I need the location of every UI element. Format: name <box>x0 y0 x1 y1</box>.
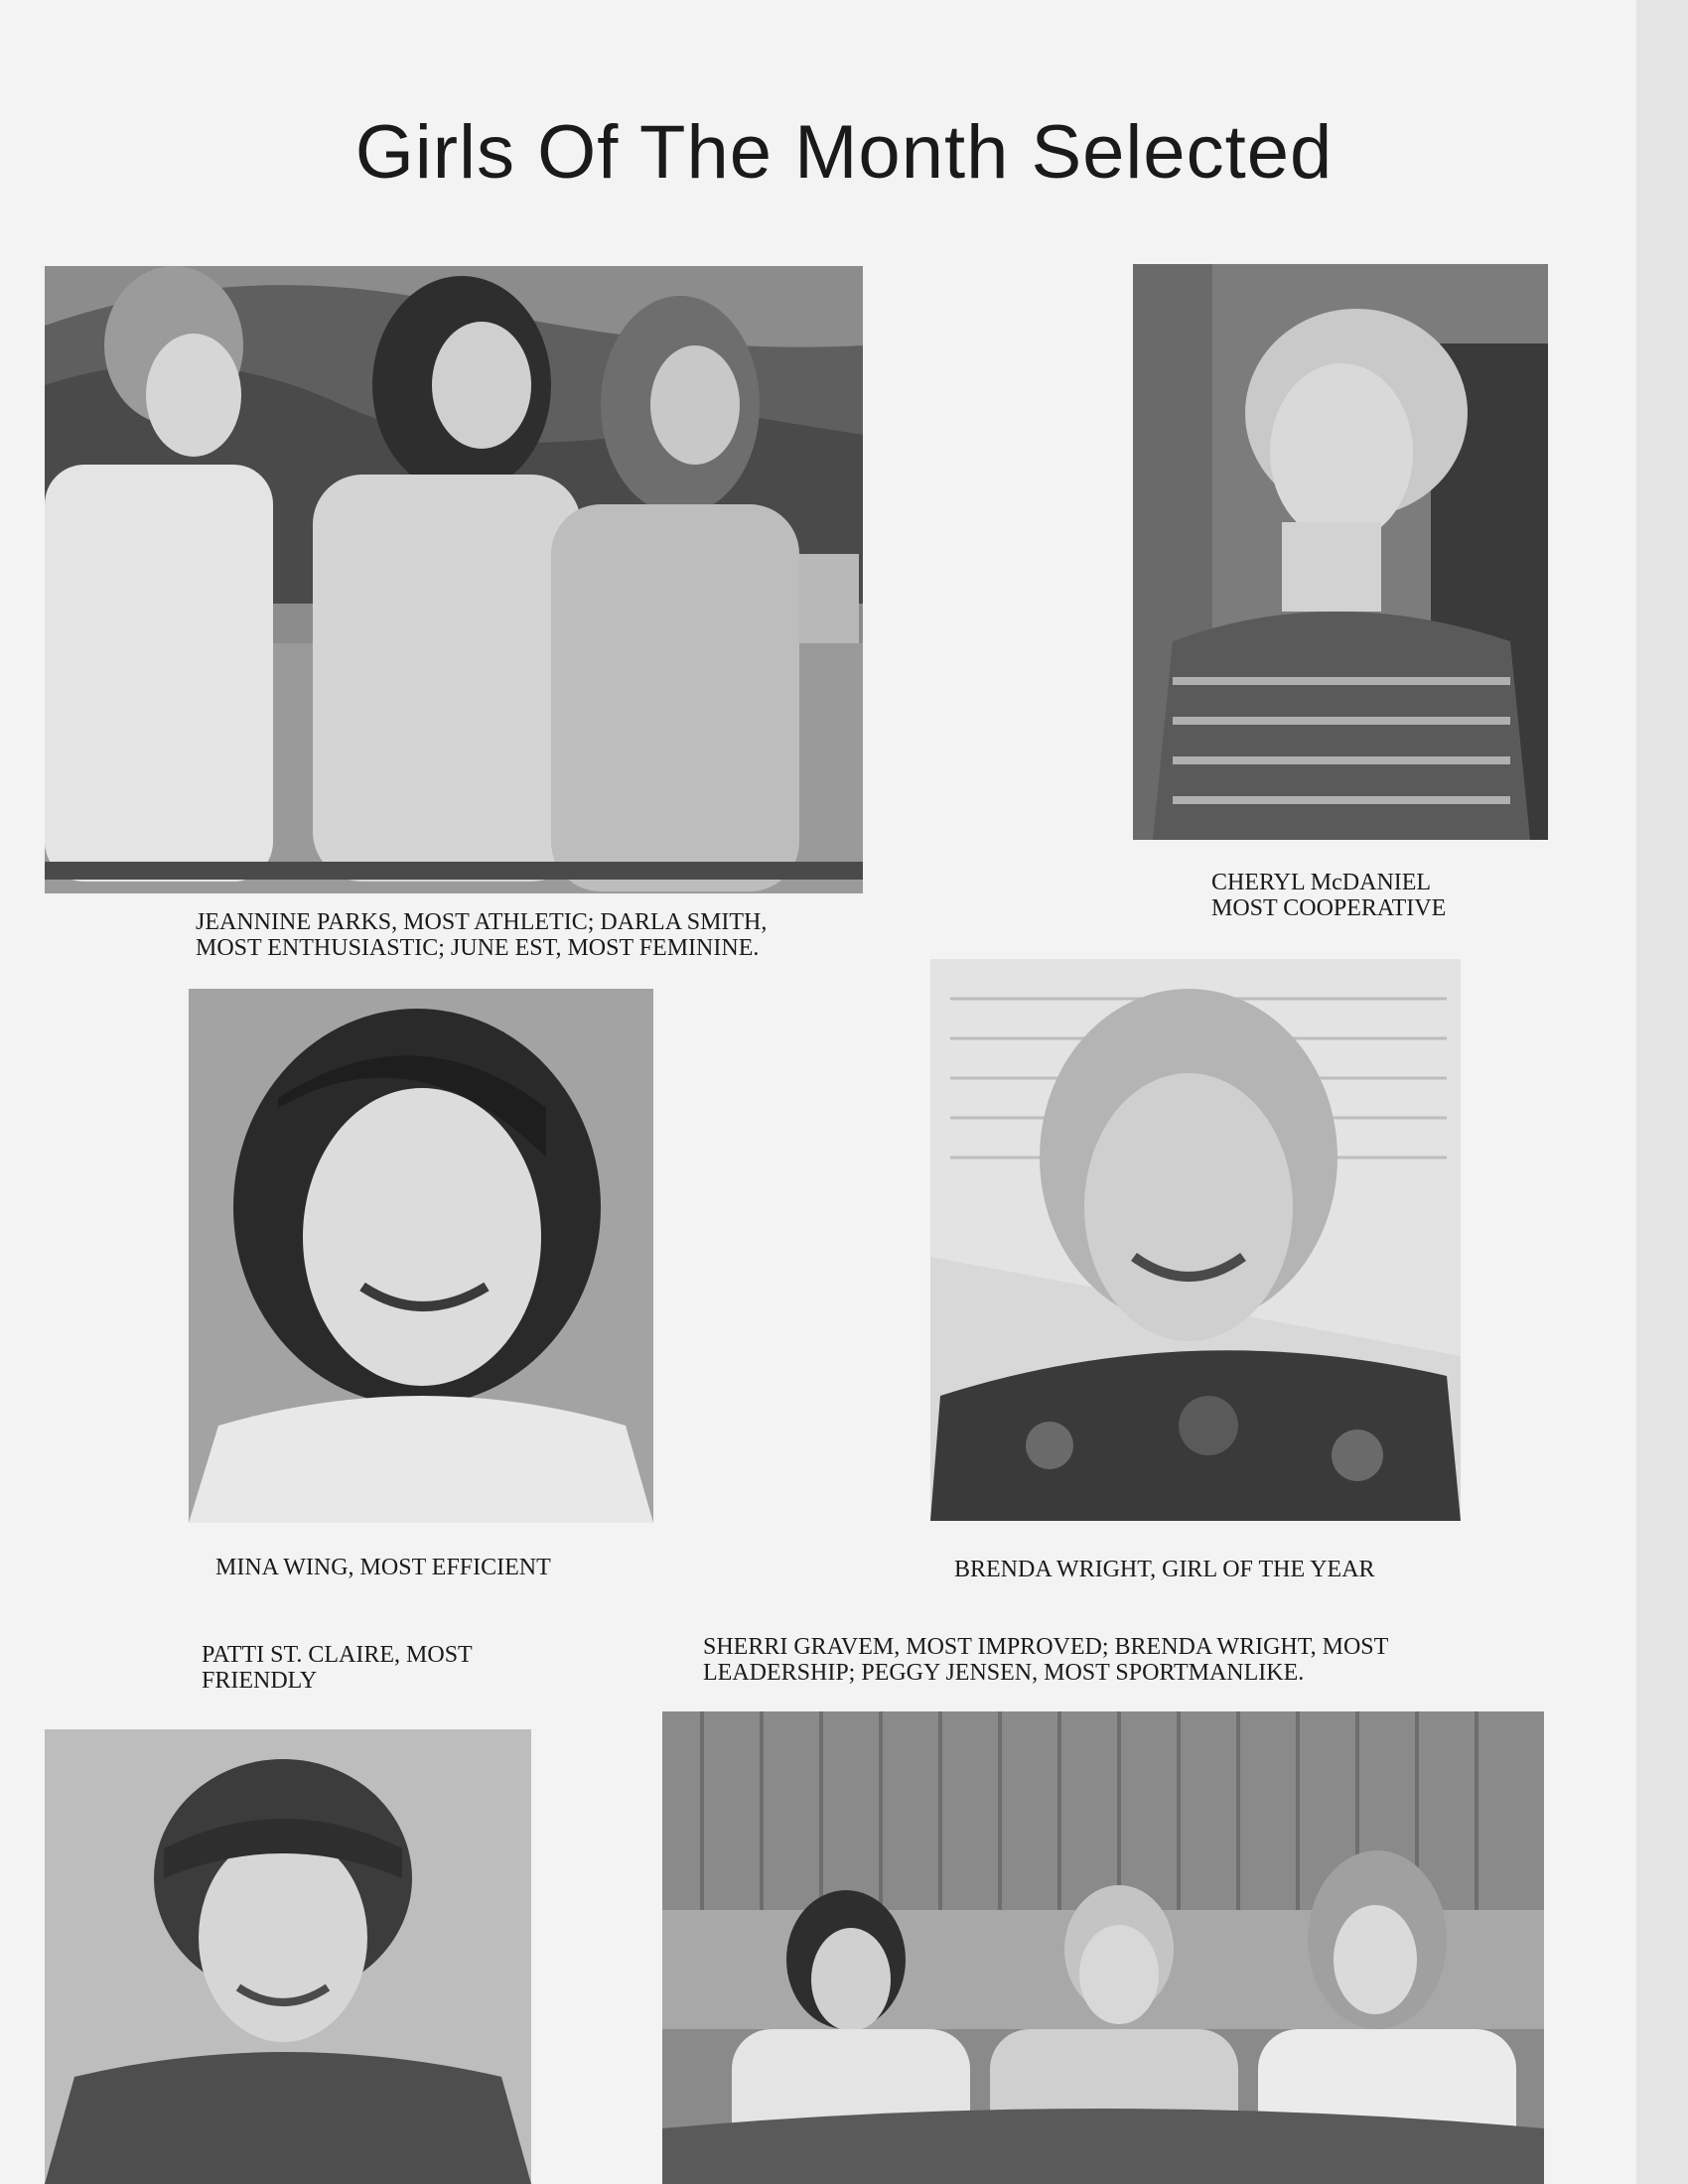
caption-trio-railing <box>196 909 767 961</box>
photo-trio-seated <box>662 1711 1544 2184</box>
photo-patti-image <box>45 1729 531 2184</box>
caption-trio-railing-line2: MOST ENTHUSIASTIC; JUNE EST, MOST FEMININE. <box>196 935 760 961</box>
caption-trio-seated <box>703 1634 1388 1686</box>
caption-trio-seated-line1: SHERRI GRAVEM, MOST IMPROVED; BRENDA WRIGHT, MOST <box>703 1634 1389 1660</box>
photo-trio-railing-image <box>45 266 863 893</box>
photo-patti <box>45 1729 531 2184</box>
caption-patti <box>202 1642 473 1694</box>
caption-mina <box>215 1555 551 1580</box>
photo-cheryl-image <box>1133 264 1548 840</box>
photo-mina <box>189 989 653 1523</box>
caption-cheryl <box>1211 870 1446 921</box>
caption-cheryl-line2: MOST COOPERATIVE <box>1211 895 1447 921</box>
caption-trio-seated-line2: LEADERSHIP; PEGGY JENSEN, MOST SPORTMANLIKE. <box>703 1660 1305 1686</box>
caption-brenda-line1: BRENDA WRIGHT, GIRL OF THE YEAR <box>954 1557 1375 1582</box>
caption-patti-line2: FRIENDLY <box>202 1668 318 1694</box>
caption-cheryl-line1: CHERYL McDANIEL <box>1211 870 1432 895</box>
caption-patti-line1: PATTI ST. CLAIRE, MOST <box>202 1642 473 1668</box>
page-edge <box>1636 0 1688 2184</box>
photo-brenda-image <box>930 959 1461 1521</box>
caption-brenda <box>954 1557 1375 1582</box>
photo-mina-image <box>189 989 653 1523</box>
photo-trio-railing <box>45 266 863 893</box>
page-title: Girls Of The Month Selected <box>354 110 1334 195</box>
caption-trio-railing-line1: JEANNINE PARKS, MOST ATHLETIC; DARLA SMITH, <box>196 909 768 935</box>
photo-trio-seated-image <box>662 1711 1544 2184</box>
caption-mina-line1: MINA WING, MOST EFFICIENT <box>215 1555 551 1580</box>
photo-cheryl <box>1133 264 1548 840</box>
photo-brenda <box>930 959 1461 1521</box>
